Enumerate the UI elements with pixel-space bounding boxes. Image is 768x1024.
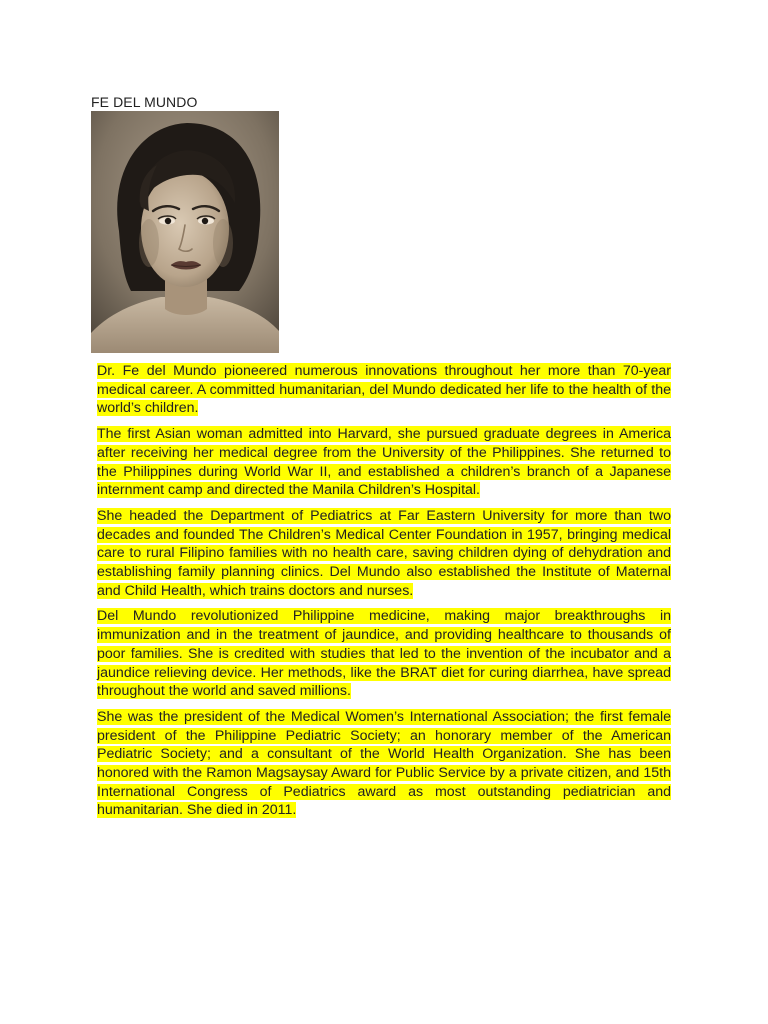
highlighted-text: Del Mundo revolutionized Philippine medicine, making major breakthroughs in immunization and in the treatment of jaundice, and providing healthcare to thousands of poor families. She is credited with studies that led to the invention of the incubator and a jaundice relieving device. Her methods, like the BRAT diet for curing diarrhea, have spread throughout the world and saved millions. <box>97 608 671 700</box>
paragraph-4 <box>97 607 671 701</box>
highlighted-text: The first Asian woman admitted into Harvard, she pursued graduate degrees in America after receiving her medical degree from the University of the Philippines. She returned to the Philippines during World War II, and established a children’s branch of a Japanese internment camp and directed the Manila Children’s Hospital. <box>97 426 671 499</box>
document-title: FE DEL MUNDO <box>91 94 198 110</box>
paragraph-1 <box>97 362 671 418</box>
highlighted-text: She headed the Department of Pediatrics at Far Eastern University for more than two decades and founded The Children’s Medical Center Foundation in 1957, bringing medical care to rural Filipino families with no health care, saving children dying of dehydration and establishing family planning clinics. Del Mundo also established the Institute of Maternal and Child Health, which trains doctors and nurses. <box>97 507 671 599</box>
paragraph-3 <box>97 507 671 601</box>
portrait-photo <box>91 111 279 353</box>
highlighted-text: She was the president of the Medical Women’s International Association; the first female president of the Philippine Pediatric Society; an honorary member of the American Pediatric Society; and a consultant of the World Health Organization. She has been honored with the Ramon Magsaysay Award for Public Service by a private citizen, and 15th International Congress of Pediatrics award as most outstanding pediatrician and humanitarian. She died in 2011. <box>97 708 671 819</box>
paragraph-5 <box>97 708 671 820</box>
highlighted-text: Dr. Fe del Mundo pioneered numerous innovations throughout her more than 70-year medical career. A committed humanitarian, del Mundo dedicated her life to the health of the world’s children. <box>97 363 671 417</box>
paragraph-2 <box>97 425 671 500</box>
article-body <box>97 362 671 827</box>
